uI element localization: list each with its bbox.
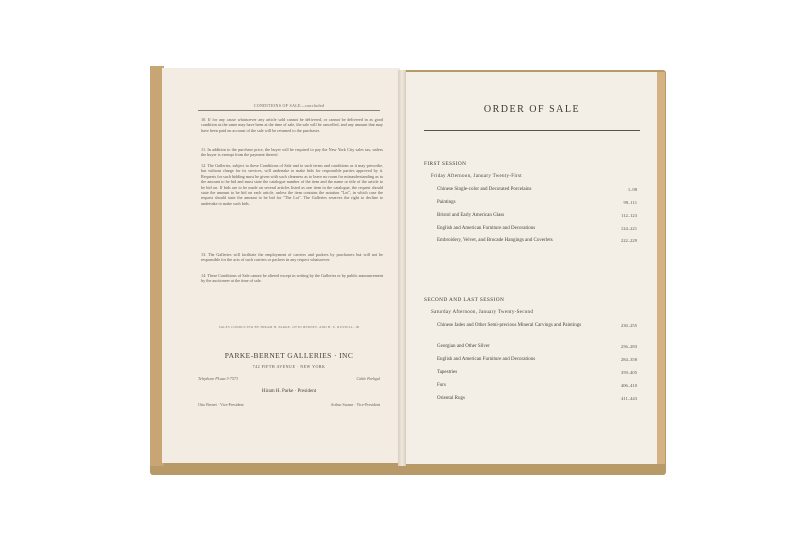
condition-10: 10. If for any cause whatsoever any article sold cannot be delivered, or cannot be delivered in as good condition as the same may have been at the time of sale, the sale will be cancelled, and any amount that may have been paid on account of the sale will be returned to the purchaser.: [201, 117, 383, 133]
firm-name: PARKE-BERNET GALLERIES · INC: [224, 351, 354, 360]
sale-item-label: Bristol and Early American Glass: [437, 213, 505, 218]
sale-item-label: Furs: [437, 383, 446, 388]
sale-item-range: 406–410: [620, 383, 637, 388]
sale-item-label: Tapestries: [437, 370, 458, 375]
sale-item: [437, 396, 637, 403]
sale-item-label: Paintings: [437, 200, 456, 205]
sale-item-label: Georgian and Other Silver: [437, 344, 490, 349]
vice-president-2: Arthur Swann · Vice-President: [330, 402, 380, 407]
sale-item-range: 112–123: [621, 213, 637, 218]
sale-item: [437, 238, 637, 245]
title-rule: [424, 130, 640, 131]
session-heading: FIRST SESSION: [424, 161, 467, 167]
running-head-rule: [198, 110, 380, 111]
sale-item-label: English and American Furniture and Decorations: [437, 357, 536, 362]
president: Hiram H. Parke · President: [261, 389, 317, 394]
condition-11: 11. In addition to the purchase price, the buyer will be required to pay the New York City sales tax, unless the buyer is exempt from the payment thereof.: [201, 147, 383, 158]
condition-13: 13. The Galleries will facilitate the employment of carriers and packers by purchasers but will not be responsible for the acts of such carriers or packers in any respect whatsoever.: [201, 252, 383, 263]
page-title: ORDER OF SALE: [483, 104, 581, 115]
sale-item-range: 284–358: [620, 357, 637, 362]
running-head: CONDITIONS OF SALE—concluded: [253, 103, 325, 108]
sale-item: [437, 187, 637, 194]
sale-item-range: 256–283: [620, 344, 637, 349]
sale-item-range: 359–405: [620, 370, 637, 375]
session-day: Saturday Afternoon, January Twenty-Second: [431, 310, 534, 315]
sale-item: [437, 226, 637, 233]
book-gutter: [398, 70, 406, 466]
sale-item-label: English and American Furniture and Decorations: [437, 226, 536, 231]
firm-address: 742 FIFTH AVENUE · NEW YORK: [252, 364, 326, 369]
sale-item: [437, 370, 637, 377]
page-stack-edge: [657, 72, 665, 464]
sale-item-range: 230–255: [620, 323, 637, 328]
sale-item-range: 1–98: [627, 187, 637, 192]
sales-credit: SALES CONDUCTED BY HIRAM H. PARKE, OTTO BERNET, AND H. E. RUSSELL, JR: [218, 325, 360, 329]
telephone: Telephone PLaza 3-7573: [198, 376, 238, 381]
sale-item-range: 222–229: [620, 238, 637, 243]
condition-14: 14. These Conditions of Sale cannot be altered except in writing by the Galleries or by public announcement by the auctioneer at the time of sale.: [201, 273, 383, 284]
condition-12: 12. The Galleries, subject to these Conditions of Sale and to such terms and conditions as it may prescribe, but without charge for its services, will undertake to make bids for responsible parties approved by it. Requests for such bidding must be given with such clearness as to leave no room for misunderstanding as to the amount to be bid and must state the catalogue number of the item and the name or title of the article to be bid on. If bids are to be made on several articles listed as one item in the catalogue, the request should state the amount to be bid on each article, unless the item contains the notation "Lot", in which case the request should state the amount to be bid for "The Lot". The Galleries reserves the right to decline to undertake to make such bids.: [201, 163, 383, 206]
sale-item-label: Chinese Jades and Other Semi-precious Mineral Carvings and Paintings: [437, 323, 582, 328]
cable-address: Cable Parkgal: [356, 376, 380, 381]
sale-item-label: Chinese Single-color and Decorated Porcelains: [437, 187, 532, 192]
sale-item: [437, 213, 637, 220]
session-heading: SECOND AND LAST SESSION: [424, 297, 505, 303]
sale-item: [437, 200, 637, 207]
sale-item: [437, 383, 637, 390]
sale-item: [437, 323, 637, 330]
sale-item: [437, 344, 637, 351]
sale-item-range: 124–221: [620, 226, 637, 231]
sale-item-range: 99–111: [623, 200, 637, 205]
session-day: Friday Afternoon, January Twenty-First: [431, 174, 522, 179]
sale-item-label: Oriental Rugs: [437, 396, 465, 401]
sale-item: [437, 357, 637, 364]
sale-item-label: Embroidery, Velvet, and Brocade Hangings and Coverlets: [437, 238, 553, 243]
vice-president-1: Otto Bernet · Vice-President: [198, 402, 244, 407]
sale-item-range: 411–443: [621, 396, 637, 401]
